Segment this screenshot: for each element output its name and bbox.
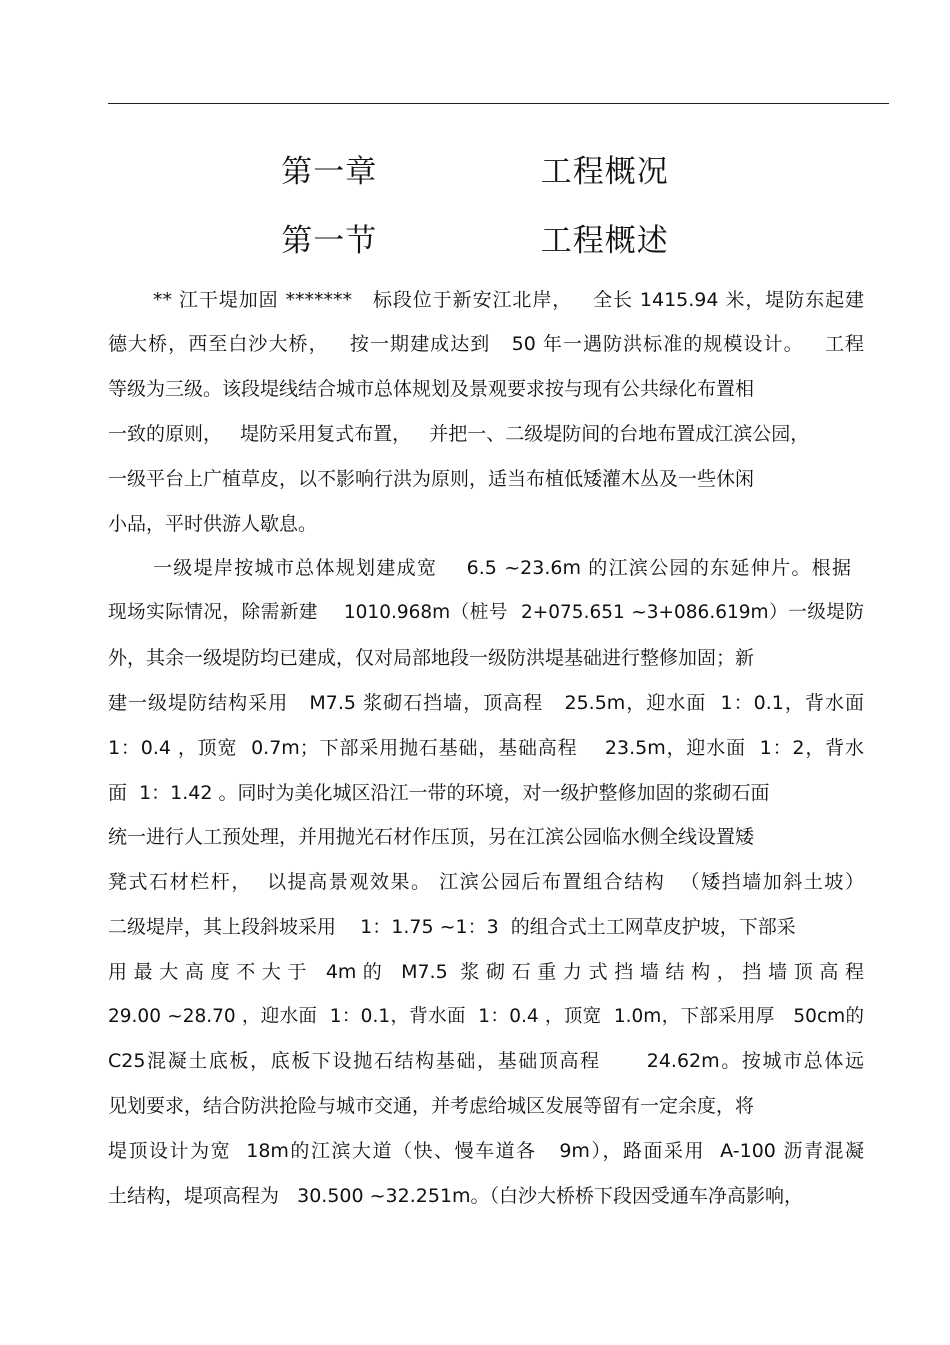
text-line: 外，其余一级堤防均已建成，仅对局部地段一级防洪堤基础进行整修加固；新 bbox=[108, 647, 755, 669]
text-line: 一级平台上广植草皮，以不影响行洪为原则，适当布植低矮灌木丛及一些休闲 bbox=[108, 468, 755, 490]
text-line: 德大桥，西至白沙大桥， 按一期建成达到 50 年一遇防洪标准的规模设计。 工程 bbox=[108, 333, 864, 355]
text-line: 现场实际情况，除需新建 1010.968m（桩号 2+075.651 ~3+086.619m）一级堤防 bbox=[108, 602, 864, 623]
text-line: 29.00 ~28.70 ，迎水面 1：0.1，背水面 1：0.4 ，顶宽 1.0m，下部采用厚 50cm的 bbox=[108, 1006, 864, 1027]
text-line: 用 最 大 高 度 不 大 于 4m 的 M7.5 浆 砌 石 重 力 式 挡 墙 结 构 ， 挡 墙 顶 高 程 bbox=[108, 961, 864, 983]
text-line: 凳式石材栏杆， 以提高景观效果。 江滨公园后布置组合结构 （矮挡墙加斜土坡） bbox=[108, 871, 864, 893]
text-line: 统一进行人工预处理，并用抛光石材作压顶，另在江滨公园临水侧全线设置矮 bbox=[108, 826, 755, 848]
section-title: 第一节 工程概述 bbox=[281, 223, 669, 259]
text-line: 二级堤岸，其上段斜坡采用 1：1.75 ~1：3 的组合式土工网草皮护坡，下部采 bbox=[108, 916, 796, 938]
chapter-title: 第一章 工程概况 bbox=[281, 154, 669, 190]
text-line: 等级为三级。该段堤线结合城市总体规划及景观要求按与现有公共绿化布置相 bbox=[108, 378, 755, 400]
text-line: 小品，平时供游人歇息。 bbox=[108, 513, 318, 535]
text-line: 一致的原则， 堤防采用复式布置， 并把一、二级堤防间的台地布置成江滨公园， bbox=[108, 423, 810, 445]
text-line: 一级堤岸按城市总体规划建成宽 6.5 ~23.6m 的江滨公园的东延伸片。根据 bbox=[153, 557, 851, 579]
text-line: C25混凝土底板，底板下设抛石结构基础，基础顶高程 24.62m。按城市总体远 bbox=[108, 1050, 864, 1072]
text-line: 面 1：1.42 。同时为美化城区沿江一带的环境，对一级护整修加固的浆砌石面 bbox=[108, 782, 770, 804]
text-line: 建一级堤防结构采用 M7.5 浆砌石挡墙，顶高程 25.5m，迎水面 1：0.1，背水面 bbox=[108, 692, 864, 714]
text-line: 见划要求，结合防洪抢险与城市交通，并考虑给城区发展等留有一定余度，将 bbox=[108, 1095, 755, 1117]
top-rule bbox=[108, 103, 889, 104]
text-line: 堤顶设计为宽 18m的江滨大道（快、慢车道各 9m），路面采用 A-100 沥青混凝 bbox=[108, 1140, 864, 1162]
text-line: ** 江干堤加固 ******* 标段位于新安江北岸， 全长 1415.94 米，堤防东起建 bbox=[153, 289, 864, 311]
text-line: 1：0.4 ，顶宽 0.7m；下部采用抛石基础，基础高程 23.5m，迎水面 1：2，背水 bbox=[108, 737, 864, 759]
text-line: 土结构，堤项高程为 30.500 ~32.251m。（白沙大桥桥下段因受通车净高影响， bbox=[108, 1185, 804, 1207]
